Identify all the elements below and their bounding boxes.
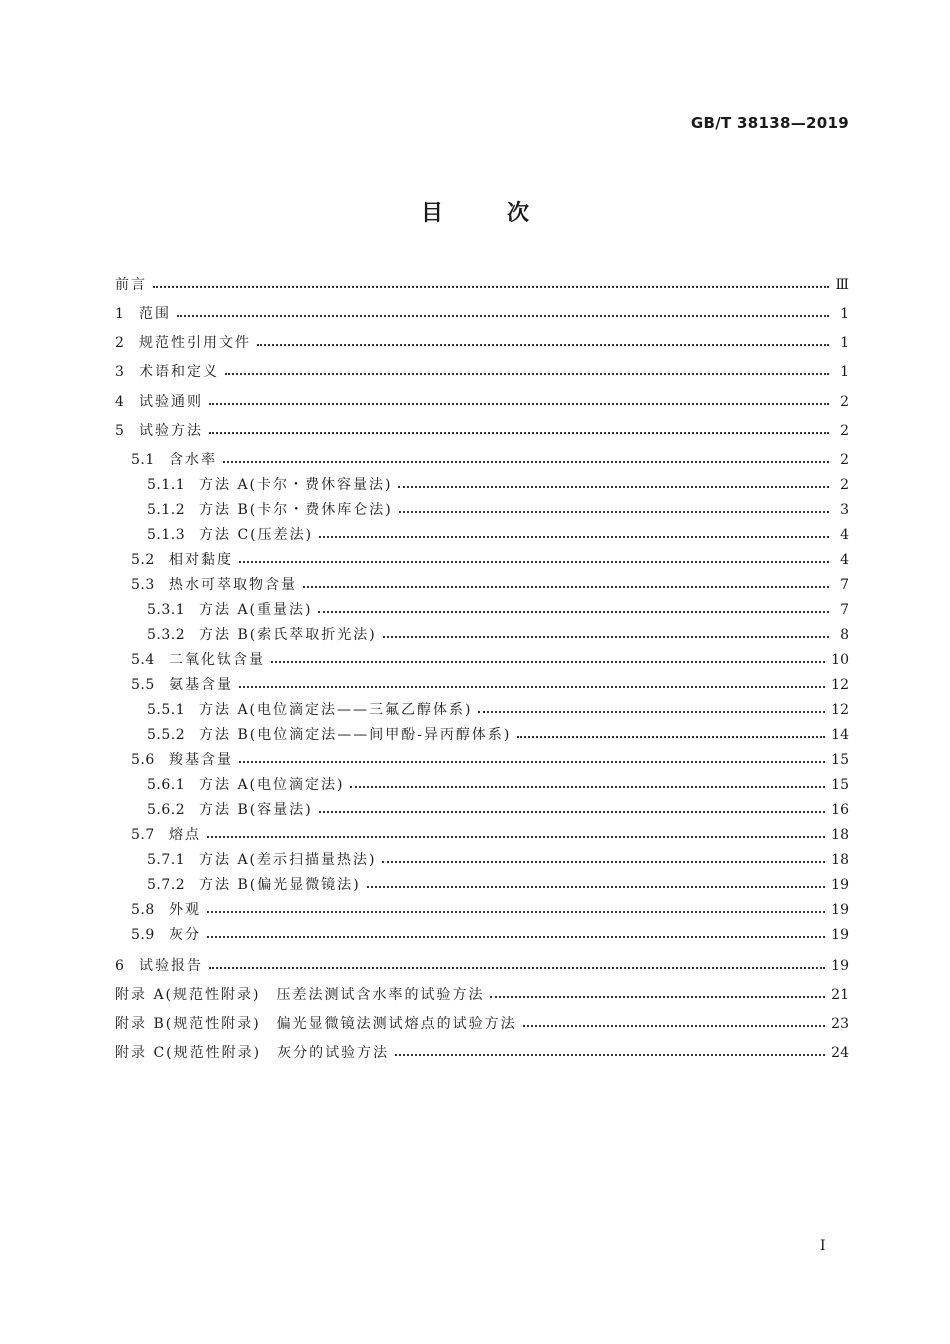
dot-leader: [478, 705, 825, 715]
toc-entry[interactable]: [115, 1015, 849, 1033]
toc-entry[interactable]: [115, 801, 849, 819]
toc-entry[interactable]: [115, 576, 849, 594]
toc-entry-title: 附录 B(规范性附录) 偏光显微镜法测试熔点的试验方法: [115, 1016, 517, 1032]
toc-entry-number: 5.3.1: [147, 602, 186, 618]
toc-entry[interactable]: [115, 626, 849, 644]
dot-leader: [399, 505, 829, 515]
toc-entry-page: 19: [831, 902, 849, 918]
toc-entry[interactable]: [115, 876, 849, 894]
toc-entry-page: 4: [840, 527, 849, 543]
toc-entry[interactable]: [115, 601, 849, 619]
dot-leader: [318, 605, 829, 615]
toc-entry-number: 2: [115, 335, 125, 351]
toc-entry-page: 7: [840, 602, 849, 618]
toc-entry-page: 23: [831, 1016, 849, 1032]
toc-entry[interactable]: [115, 422, 849, 440]
toc-entry-number: 3: [115, 364, 125, 380]
toc-entry-number: 5.3: [131, 577, 155, 593]
toc-entry-page: 21: [831, 987, 849, 1003]
toc-entry-title: 方法 C(压差法): [199, 527, 314, 543]
toc-entry-number: 5.5.2: [147, 727, 186, 743]
toc-entry-page: 2: [840, 452, 849, 468]
toc-entry-page: 15: [831, 777, 849, 793]
dot-leader: [209, 961, 825, 971]
toc-entry-number: 5.6.1: [147, 777, 186, 793]
toc-entry[interactable]: [115, 501, 849, 519]
toc-entry-page: 1: [840, 364, 849, 380]
standard-code: GB/T 38138—2019: [690, 114, 849, 132]
toc-entry-title: 方法 A(重量法): [199, 602, 313, 618]
toc-entry-title: 外观: [169, 902, 201, 918]
toc-entry-number: 6: [115, 958, 125, 974]
toc-entry-page: 16: [831, 802, 849, 818]
toc-entry-page: 7: [840, 577, 849, 593]
dot-leader: [239, 755, 825, 765]
toc-entry-title: 术语和定义: [139, 364, 219, 380]
toc-entry[interactable]: [115, 393, 849, 411]
toc-entry-title: 方法 A(卡尔・费休容量法): [199, 477, 393, 493]
dot-leader: [225, 367, 829, 377]
toc-entry[interactable]: [115, 451, 849, 469]
toc-entry[interactable]: [115, 957, 849, 975]
toc-entry-title: 方法 B(索氏萃取折光法): [199, 627, 377, 643]
toc-entry-title: 方法 B(卡尔・费休库仑法): [199, 502, 393, 518]
toc-entry-number: 5.7: [131, 827, 155, 843]
toc-entry[interactable]: [115, 476, 849, 494]
dot-leader: [382, 855, 825, 865]
toc-entry[interactable]: [115, 726, 849, 744]
toc-entry-number: 5.6.2: [147, 802, 186, 818]
toc-entry[interactable]: [115, 305, 849, 323]
toc-entry-number: 5.2: [131, 552, 155, 568]
dot-leader: [239, 680, 825, 690]
page-number: I: [820, 1238, 826, 1254]
dot-leader: [207, 930, 825, 940]
toc-entry-title: 试验方法: [139, 423, 203, 439]
toc-entry-title: 附录 C(规范性附录) 灰分的试验方法: [115, 1045, 390, 1061]
toc-entry-page: 1: [840, 306, 849, 322]
dot-leader: [271, 655, 825, 665]
toc-entry-page: 14: [831, 727, 849, 743]
toc-entry-page: 18: [831, 827, 849, 843]
dot-leader: [319, 530, 829, 540]
toc-entry[interactable]: [115, 334, 849, 352]
toc-entry-number: 5.8: [131, 902, 155, 918]
toc-entry-number: 5.1.2: [147, 502, 186, 518]
toc-entry[interactable]: [115, 851, 849, 869]
toc-entry-number: 5.6: [131, 752, 155, 768]
dot-leader: [383, 630, 829, 640]
toc-entry-title: 方法 B(容量法): [199, 802, 313, 818]
toc-entry-page: 2: [840, 394, 849, 410]
toc-entry-page: Ⅲ: [835, 277, 849, 293]
toc-entry-page: 18: [831, 852, 849, 868]
toc-entry-title: 熔点: [169, 827, 201, 843]
toc-entry-page: 24: [831, 1045, 849, 1061]
toc-entry-page: 19: [831, 958, 849, 974]
toc-entry-number: 5.1.1: [147, 477, 186, 493]
dot-leader: [207, 830, 825, 840]
toc-entry-title: 相对黏度: [169, 552, 233, 568]
toc-entry-page: 2: [840, 423, 849, 439]
toc-entry-number: 5.4: [131, 652, 155, 668]
toc-entry-title: 热水可萃取物含量: [169, 577, 297, 593]
toc-entry-title: 范围: [139, 306, 171, 322]
dot-leader: [257, 338, 829, 348]
toc-entry-title: 前言: [115, 277, 147, 293]
toc-entry-title: 规范性引用文件: [139, 335, 251, 351]
toc-entry-title: 含水率: [169, 452, 217, 468]
toc-entry-title: 方法 A(电位滴定法): [199, 777, 345, 793]
toc-entry[interactable]: [115, 901, 849, 919]
toc-entry-number: 5.3.2: [147, 627, 186, 643]
toc-entry[interactable]: [115, 751, 849, 769]
toc-entry[interactable]: [115, 276, 849, 294]
toc-entry[interactable]: [115, 551, 849, 569]
dot-leader: [207, 905, 825, 915]
toc-entry-number: 5.7.1: [147, 852, 186, 868]
dot-leader: [523, 1019, 826, 1029]
toc-entry-title: 氨基含量: [169, 677, 233, 693]
dot-leader: [223, 455, 829, 465]
toc-entry-number: 5: [115, 423, 125, 439]
toc-entry-title: 方法 A(差示扫描量热法): [199, 852, 377, 868]
toc-entry-number: 5.5.1: [147, 702, 186, 718]
toc-entry-page: 15: [831, 752, 849, 768]
toc-entry[interactable]: [115, 701, 849, 719]
toc-entry-title: 羧基含量: [169, 752, 233, 768]
dot-leader: [153, 280, 829, 290]
toc-entry-number: 5.1.3: [147, 527, 186, 543]
dot-leader: [350, 780, 825, 790]
toc-entry-title: 附录 A(规范性附录) 压差法测试含水率的试验方法: [115, 987, 485, 1003]
toc-entry-number: 5.5: [131, 677, 155, 693]
toc-entry[interactable]: [115, 776, 849, 794]
dot-leader: [517, 730, 825, 740]
dot-leader: [490, 990, 825, 1000]
toc-entry[interactable]: [115, 526, 849, 544]
toc-entry-page: 10: [831, 652, 849, 668]
toc-entry-title: 方法 A(电位滴定法——三氟乙醇体系): [199, 702, 473, 718]
dot-leader: [239, 555, 829, 565]
toc-entry[interactable]: [115, 986, 849, 1004]
page-title: 目次: [420, 201, 593, 226]
toc-entry-page: 12: [831, 677, 849, 693]
toc-entry[interactable]: [115, 926, 849, 944]
toc-entry-page: 1: [840, 335, 849, 351]
dot-leader: [303, 580, 829, 590]
toc-entry-title: 试验报告: [139, 958, 203, 974]
toc-entry-page: 19: [831, 927, 849, 943]
toc-entry-number: 5.1: [131, 452, 155, 468]
toc-entry[interactable]: [115, 826, 849, 844]
toc-entry-page: 2: [840, 477, 849, 493]
dot-leader: [209, 426, 829, 436]
toc-entry[interactable]: [115, 363, 849, 381]
dot-leader: [367, 880, 826, 890]
toc-entry-number: 5.9: [131, 927, 155, 943]
dot-leader: [319, 805, 826, 815]
dot-leader: [398, 480, 829, 490]
toc-entry-title: 方法 B(偏光显微镜法): [199, 877, 361, 893]
toc-entry-title: 灰分: [169, 927, 201, 943]
toc-entry-page: 8: [840, 627, 849, 643]
toc-entry-title: 试验通则: [139, 394, 203, 410]
toc-entry-title: 二氧化钛含量: [169, 652, 265, 668]
toc-entry[interactable]: [115, 676, 849, 694]
toc-entry-number: 1: [115, 306, 125, 322]
toc-entry-page: 3: [840, 502, 849, 518]
toc-entry-title: 方法 B(电位滴定法——间甲酚-异丙醇体系): [199, 727, 512, 743]
toc-entry[interactable]: [115, 651, 849, 669]
toc-entry-page: 19: [831, 877, 849, 893]
dot-leader: [177, 309, 829, 319]
toc-entry-page: 4: [840, 552, 849, 568]
dot-leader: [209, 397, 829, 407]
dot-leader: [395, 1048, 825, 1058]
toc-entry-number: 5.7.2: [147, 877, 186, 893]
toc-entry-number: 4: [115, 394, 125, 410]
toc-entry[interactable]: [115, 1044, 849, 1062]
toc-entry-page: 12: [831, 702, 849, 718]
